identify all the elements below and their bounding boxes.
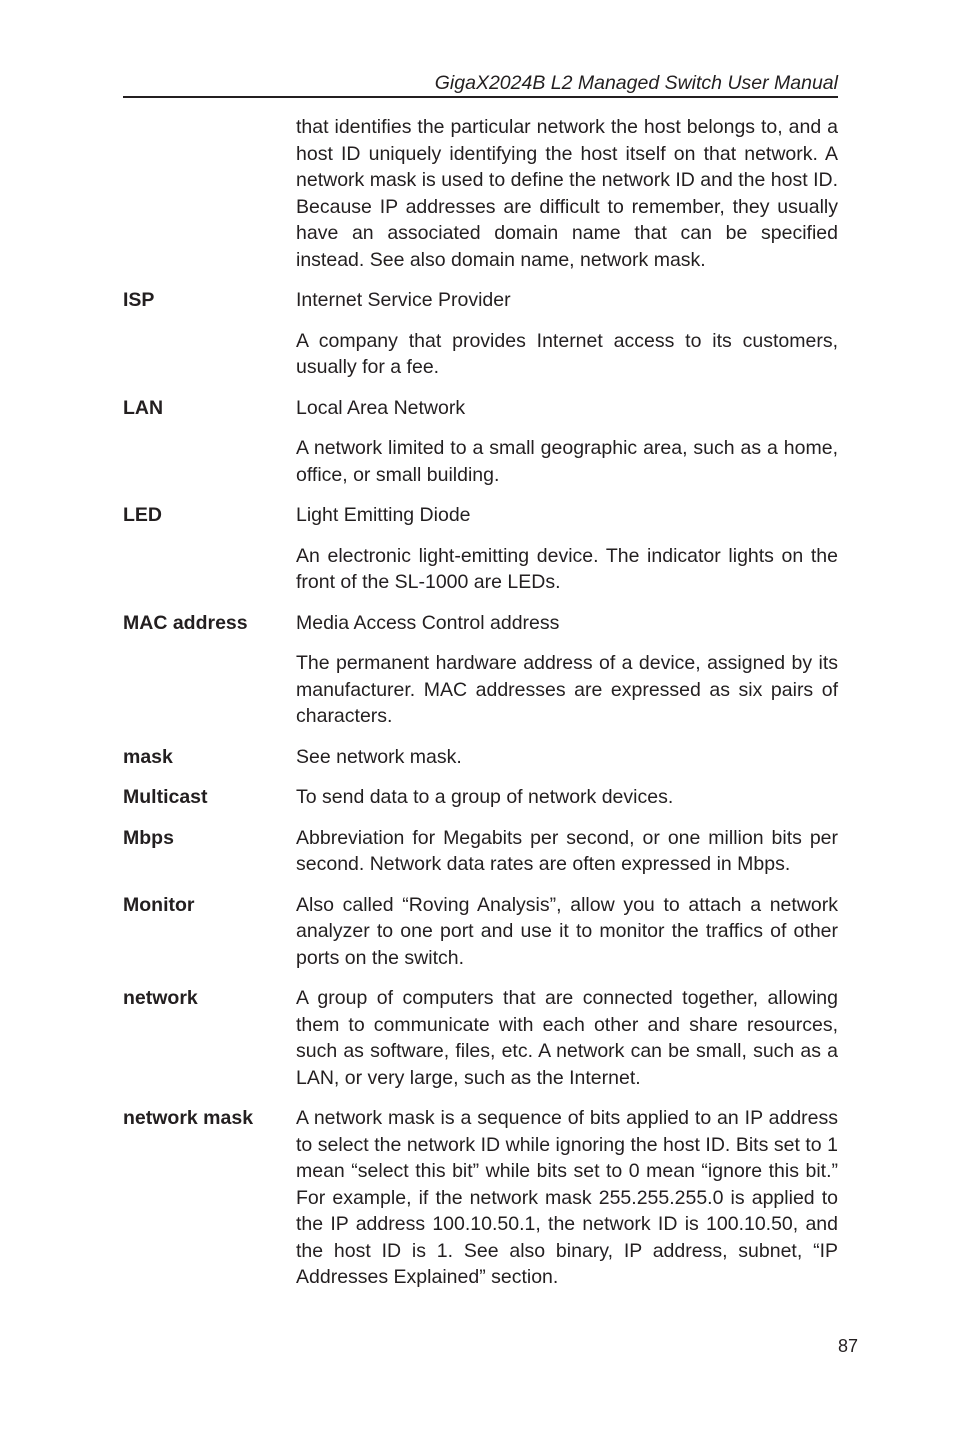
definition-paragraph: An electronic light-emitting device. The indicator lights on the front of the SL-1000 are LEDs. (296, 544, 838, 593)
glossary-definitions (296, 502, 838, 596)
definition-paragraph: A network mask is a sequence of bits applied to an IP address to select the network ID while ignoring the host ID. Bits set to 1 mean “select this bit” while bits set to 0 mean “ignore this bit.” For example, if the network mask 255.255.255.0 is applied to the IP address 100.10.50.1, the network ID is 100.10.50, and the host ID is 1. See also binary, IP address, subnet, “IP Addresses Explained” section. (296, 1107, 838, 1288)
definition-paragraph: The permanent hardware address of a device, assigned by its manufacturer. MAC addresses are expressed as six pairs of characters. (296, 652, 838, 727)
glossary-term: MAC address (123, 611, 248, 634)
glossary-term: network (123, 987, 198, 1009)
glossary-term (123, 114, 296, 273)
glossary-definitions (296, 985, 838, 1091)
glossary-entry-mbps (123, 825, 838, 878)
glossary-list (123, 114, 838, 1305)
definition-paragraph: A network limited to a small geographic area, such as a home, office, or small building. (296, 437, 838, 486)
glossary-definitions (296, 892, 838, 972)
glossary-term: Monitor (123, 893, 195, 916)
glossary-definitions (296, 825, 838, 878)
glossary-definitions (296, 610, 838, 730)
glossary-entry-mac-address (123, 610, 838, 730)
definition-paragraph: Also called “Roving Analysis”, allow you to attach a network analyzer to one port and use it to monitor the traffics of other ports on the switch. (296, 893, 838, 969)
glossary-term: ISP (123, 289, 155, 311)
glossary-entry-monitor (123, 892, 838, 972)
page-number: 87 (837, 1336, 858, 1356)
glossary-entry-network (123, 985, 838, 1091)
definition-paragraph: See network mask. (296, 745, 462, 768)
glossary-entry-lan (123, 395, 838, 489)
definition-paragraph: Light Emitting Diode (296, 504, 471, 526)
definition-paragraph: Local Area Network (296, 396, 466, 419)
definition-paragraph: Internet Service Provider (296, 289, 511, 311)
definition-paragraph: Media Access Control address (296, 611, 560, 634)
definition-paragraph: A group of computers that are connected together, allowing them to communicate with each other and share resources, such as software, files, etc. A network can be small, such as a LAN, or very large, such as the Internet. (296, 987, 838, 1089)
glossary-term: LED (123, 504, 162, 526)
glossary-entry-led (123, 502, 838, 596)
definition-paragraph: A company that provides Internet access to its customers, usually for a fee. (296, 329, 838, 378)
glossary-definitions (296, 1105, 838, 1291)
glossary-entry-network-mask (123, 1105, 838, 1291)
glossary-term: LAN (123, 396, 164, 419)
glossary-term: Mbps (123, 826, 174, 849)
glossary-definitions (296, 114, 838, 273)
definition-paragraph: that identifies the particular network the host belongs to, and a host ID uniquely identifying the host itself on that network. A network mask is used to define the network ID and the host ID. Because IP addresses are difficult to remember, they usually have an associated domain name that can be specified instead. See also domain name, network mask. (296, 116, 838, 271)
glossary-entry-isp (123, 287, 838, 381)
glossary-definitions (296, 395, 838, 489)
definition-paragraph: To send data to a group of network devices. (296, 786, 674, 808)
glossary-entry-multicast (123, 784, 838, 811)
glossary-definitions (296, 287, 838, 381)
glossary-entry-mask (123, 744, 838, 771)
manual-title: GigaX2024B L2 Managed Switch User Manual (434, 72, 838, 94)
glossary-term: Multicast (123, 786, 208, 808)
running-header (123, 70, 838, 98)
glossary-entry-ip-address-continued (123, 114, 838, 273)
definition-paragraph: Abbreviation for Megabits per second, or one million bits per second. Network data rates are often expressed in Mbps. (296, 826, 838, 875)
glossary-definitions (296, 744, 838, 771)
glossary-term: mask (123, 745, 173, 768)
glossary-definitions (296, 784, 838, 811)
glossary-term: network mask (123, 1107, 254, 1129)
